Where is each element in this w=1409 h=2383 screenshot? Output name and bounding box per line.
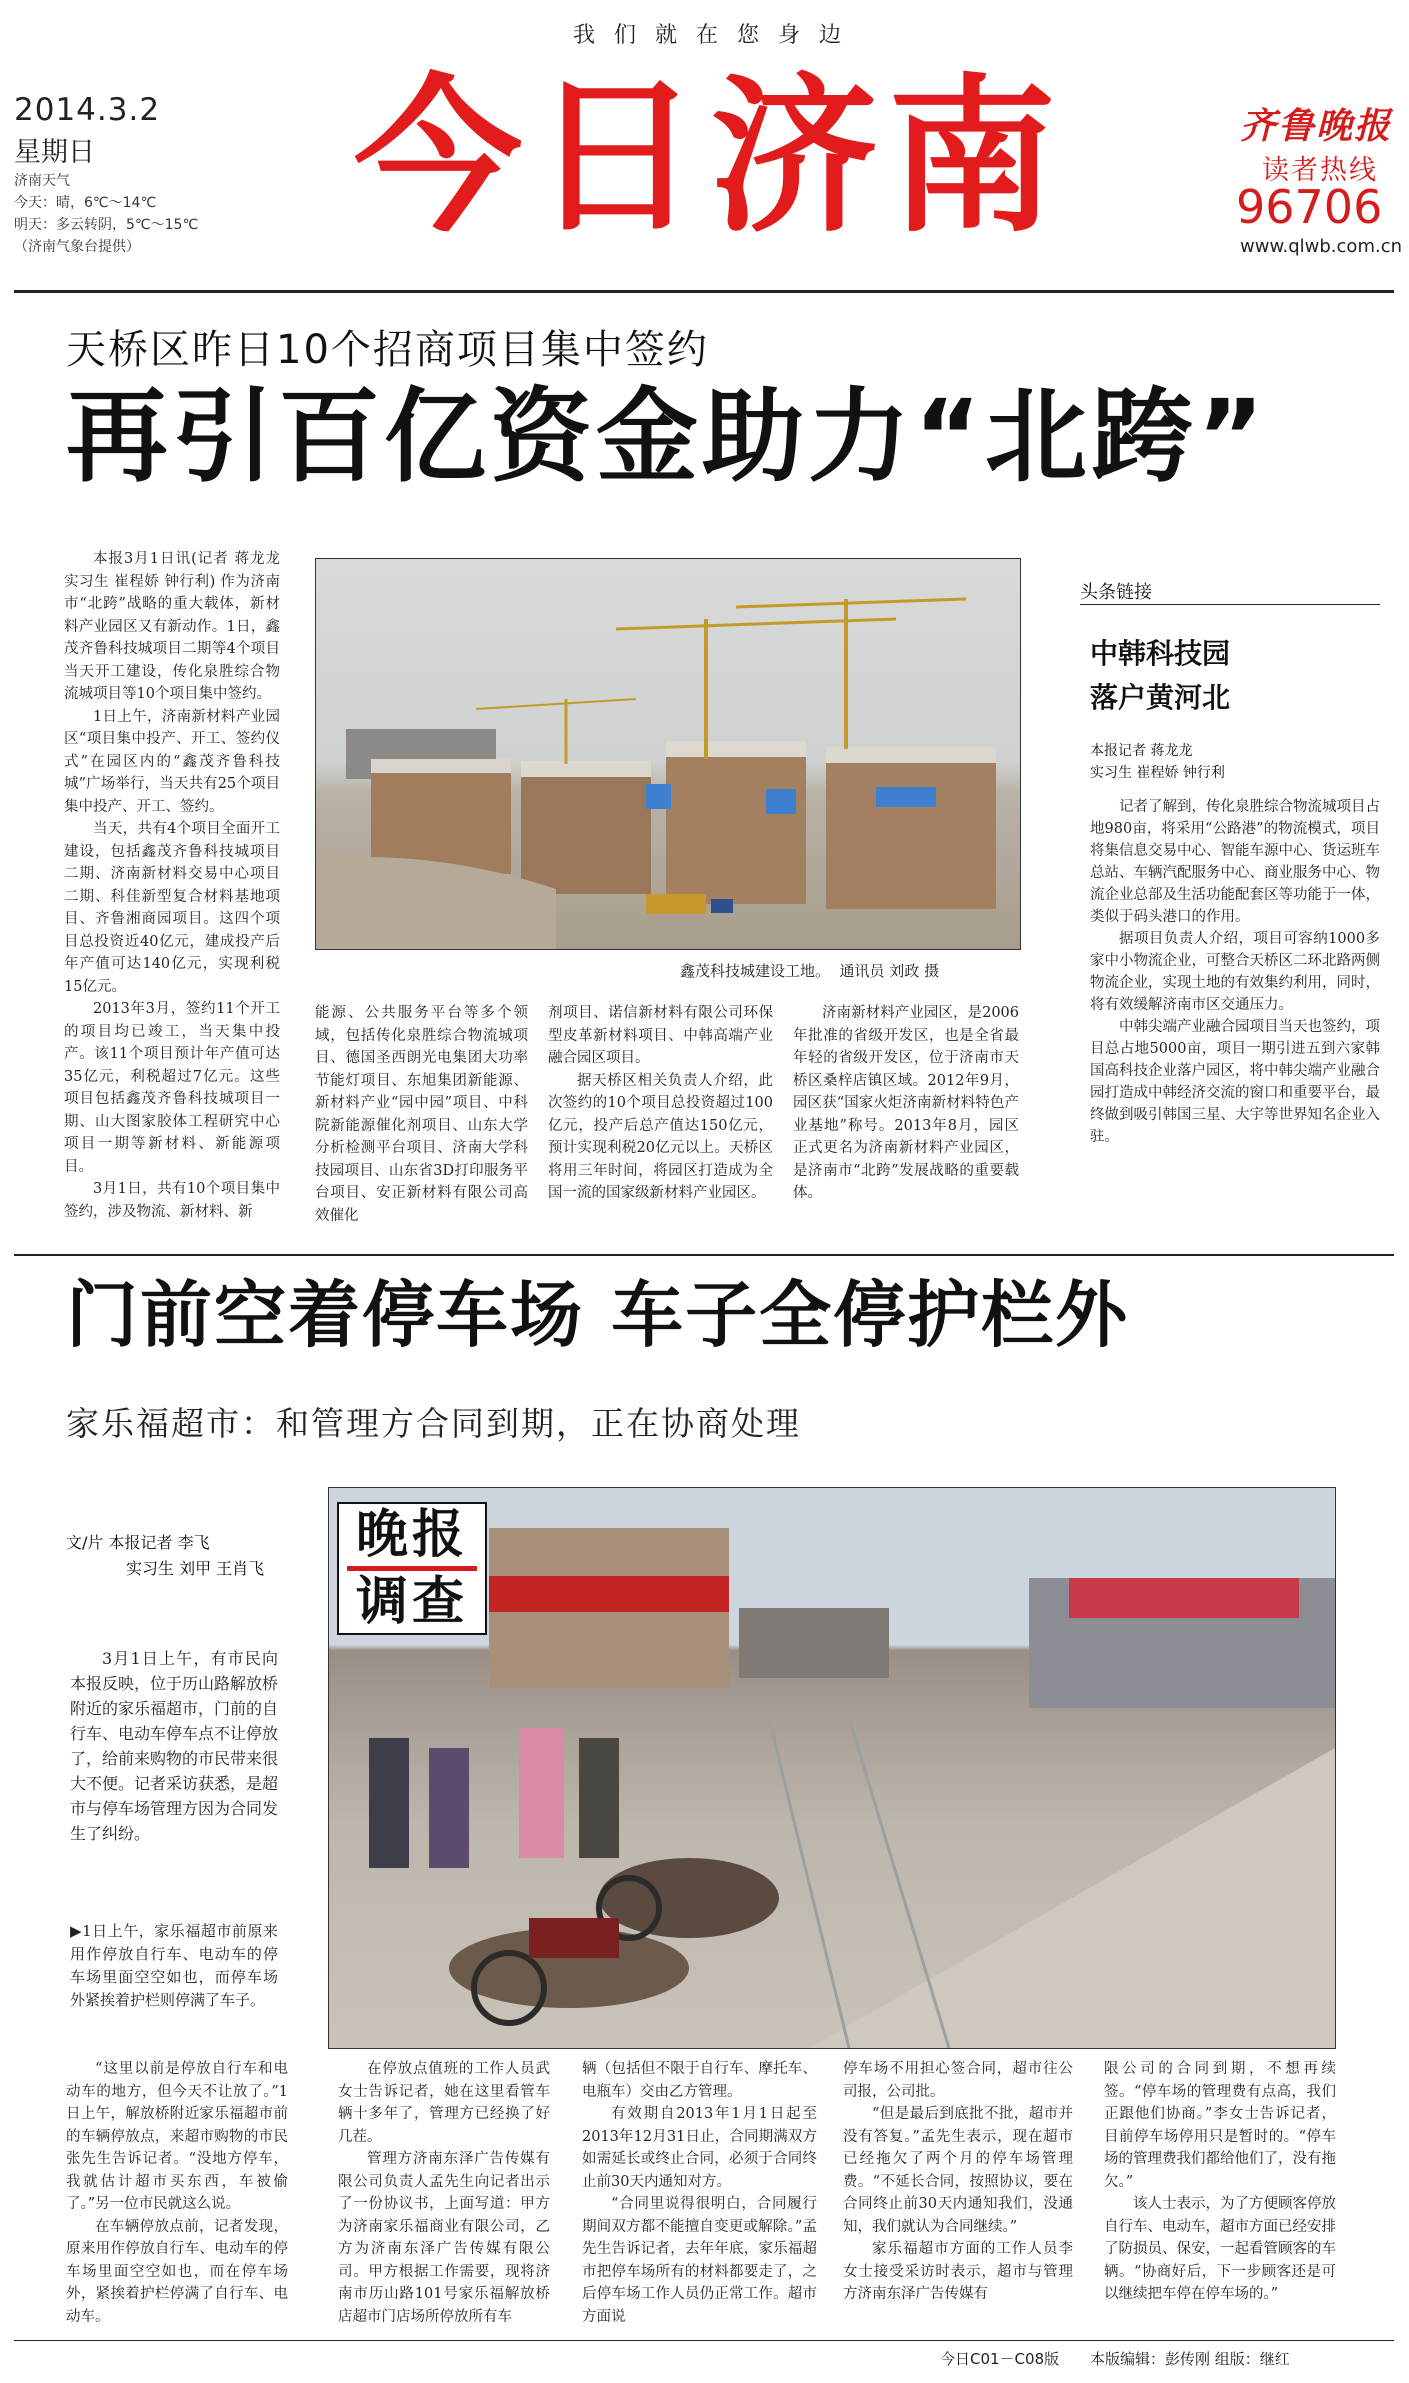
hotline-label: 读者热线 xyxy=(1262,155,1378,186)
story2-column-2: 在停放点值班的工作人员武女士告诉记者，她在这里看管车辆十多年了，管理方已经换了好几茬。 管理方济南东泽广告传媒有限公司负责人孟先生向记者出示了一份协议书，上面写道：甲方为济南家乐福商业有限公司，乙方为济南东泽广告传媒有限公司。甲方根据工作需要，现将济南市历山路101号家乐福解放桥店超市门店场所停放所有车 xyxy=(338,2061,550,2325)
sidebar-headline-1: 中韩科技园 xyxy=(1090,637,1231,670)
badge-line-1: 晚报 xyxy=(355,1505,468,1565)
weather-source: （济南气象台提供） xyxy=(14,239,140,255)
website: www.qlwb.com.cn xyxy=(1240,236,1402,257)
story2-headline: 门前空着停车场 车子全停护栏外 xyxy=(66,1273,1130,1357)
story2-lead: 3月1日上午，有市民向本报反映，位于历山路解放桥附近的家乐福超市，门前的自行车、电动车停车点不让停放了，给前来购物的市民带来很大不便。记者采访获悉，是超市与停车场管理方因为合同发生了纠纷。 xyxy=(70,1649,279,1843)
story2-photo-caption: ▶1日上午，家乐福超市前原来用作停放自行车、电动车的停车场里面空空如也，而停车场外紧挨着护栏则停满了车子。 xyxy=(70,1922,278,2009)
story2-byline-1: 文/片 本报记者 李飞 xyxy=(66,1533,210,1552)
story1-column-4: 济南新材料产业园区，是2006年批准的省级开发区，也是全省最年轻的省级开发区，位于济南市天桥区桑梓店镇区域。2012年9月，园区获“国家火炬济南新材料特色产业基地”称号。2013年8月，园区正式更名为济南新材料产业园区，是济南市“北跨”发展战略的重要载体。 xyxy=(793,1005,1019,1201)
story2-column-4: 停车场不用担心签合同，超市往公司报，公司批。 “但是最后到底批不批，超市并没有答复。”孟先生表示，现在超市已经拖欠了两个月的停车场管理费。“不延长合同，按照协议，要在合同终止前30天内通知我们，没通知，我们就认为合同继续。” 家乐福超市方面的工作人员李女士接受采访时表示，超市与管理方济南东泽广告传媒有 xyxy=(843,2061,1073,2302)
footer-rule xyxy=(14,2340,1394,2341)
construction-site-photo xyxy=(315,558,1021,950)
badge-line-2: 调查 xyxy=(355,1572,468,1632)
hotline-number: 96706 xyxy=(1236,180,1383,234)
story1-photo-caption: 鑫茂科技城建设工地。 通讯员 刘政 摄 xyxy=(680,962,940,980)
story1-column-1: 本报3月1日讯(记者 蒋龙龙 实习生 崔程娇 钟行利) 作为济南市“北跨”战略的重大载体，新材料产业园区又有新动作。1日，鑫茂齐鲁科技城项目二期等4个项目当天开工建设，传化泉胜综合物流城项目等10个项目集中签约。 1日上午，济南新材料产业园区“项目集中投产、开工、签约仪式”在园区内的“鑫茂齐鲁科技城”广场举行，当天共有25个项目集中投产、开工、签约。 当天，共有4个项目全面开工建设，包括鑫茂齐鲁科技城项目二期、济南新材料交易中心项目二期、科佳新型复合材料基地项目、齐鲁湘商园项目。这四个项目总投资近40亿元，建成投产后年产值可达140亿元，实现利税15亿元。 2013年3月，签约11个开工的项目均已竣工，当天集中投产。该11个项目预计年产值可达35亿元，利税超过7亿元。这些项目包括鑫茂齐鲁科技城项目一期、山大图家胶体工程研究中心项目一期等新材料、新能源项目。 3月1日，共有10个项目集中签约，涉及物流、新材料、新 xyxy=(64,548,280,1223)
footer-section: 今日C01－C08版 xyxy=(940,2350,1060,2368)
investigation-badge xyxy=(337,1502,487,1635)
story2-column-3: 辆（包括但不限于自行车、摩托车、电瓶车）交由乙方管理。 有效期自2013年1月1日起至2013年12月31日止，合同期满双方如需延长或终止合同，必须于合同终止前30天内通知对方。 “合同里说得很明白，合同履行期间双方都不能擅自变更或解除。”孟先生告诉记者，去年年底，家乐福超市把停车场所有的材料都要走了，之后停车场工作人员仍正常工作。超市方面说 xyxy=(582,2061,817,2325)
section-rule xyxy=(14,1254,1394,1256)
story1-byline: 本报3月1日讯(记者 蒋龙龙 实习生 崔程娇 钟行利) 作为济南市“北跨”战略的重大载体，新材料产业园区又有新动作。1日，鑫茂齐鲁科技城项目二期等4个项目当天开工建设，传化泉胜综合物流城项目等10个项目集中签约。 xyxy=(64,551,280,702)
story2-column-1: “这里以前是停放自行车和电动车的地方，但今天不让放了。”1日上午，解放桥附近家乐福超市前的车辆停放点，来超市购物的市民张先生告诉记者。“没地方停车，我就估计超市买东西，车被偷了。”另一位市民就这么说。 在车辆停放点前，记者发现，原来用作停放自行车、电动车的停车场里面空空如也，而在停车场外，紧挨着护栏停满了自行车、电动车。 xyxy=(66,2061,288,2325)
weather-tomorrow: 明天：多云转阴，5℃～15℃ xyxy=(14,217,199,233)
masthead-weekday: 星期日 xyxy=(14,137,95,168)
story2-subhead: 家乐福超市：和管理方合同到期，正在协商处理 xyxy=(66,1404,801,1443)
masthead-title: 今日济南 xyxy=(354,59,1066,255)
story2-byline-2: 实习生 刘甲 王肖飞 xyxy=(126,1559,265,1578)
sidebar-tag-rule xyxy=(1080,604,1380,605)
story2-column-5: 限公司的合同到期，不想再续签。“停车场的管理费有点高，我们正跟他们协商。”李女士告诉记者，目前停车场停用只是暂时的。“停车场的管理费我们都给他们了，没有拖欠。” 该人士表示，为了方便顾客停放自行车、电动车，超市方面已经安排了防损员、保安，一起看管顾客的车辆。“协商好后，下一步顾客还是可以继续把车停在停车场的。” xyxy=(1104,2061,1336,2302)
sidebar-byline-2: 实习生 崔程娇 钟行利 xyxy=(1090,765,1225,781)
footer-editor: 本版编辑：彭传刚 组版：继红 xyxy=(1090,2350,1290,2368)
weather-today: 今天：晴，6℃～14℃ xyxy=(14,195,157,211)
weather-title: 济南天气 xyxy=(14,173,70,189)
story1-headline: 再引百亿资金助力“北跨” xyxy=(66,378,1269,497)
story1-column-2: 能源、公共服务平台等多个领域，包括传化泉胜综合物流城项目、德国圣西朗光电集团大功率节能灯项目、东旭集团新能源、新材料产业“园中园”项目、中科院新能源催化剂项目、山东大学分析检测平台项目、济南大学科技园项目、山东省3D打印服务平台项目、安正新材料有限公司高效催化 xyxy=(315,1005,528,1224)
brand-logo: 齐鲁晚报 xyxy=(1240,105,1393,147)
story1-column-3: 剂项目、诺信新材料有限公司环保型皮革新材料项目、中韩高端产业融合园区项目。 据天桥区相关负责人介绍，此次签约的10个项目总投资超过100亿元，投产后总产值达150亿元，预计实现利税20亿元以上。天桥区将用三年时间，将园区打造成为全国一流的国家级新材料产业园区。 xyxy=(548,1005,773,1201)
masthead-slogan: 我 们 就 在 您 身 边 xyxy=(573,23,847,48)
parking-lot-photo xyxy=(328,1487,1336,2049)
sidebar-byline-1: 本报记者 蒋龙龙 xyxy=(1090,743,1193,759)
story1-kicker: 天桥区昨日10个招商项目集中签约 xyxy=(66,327,709,373)
sidebar-headline-2: 落户黄河北 xyxy=(1090,681,1231,714)
sidebar-body: 记者了解到，传化泉胜综合物流城项目占地980亩，将采用“公路港”的物流模式，项目将集信息交易中心、智能车源中心、货运班车总站、车辆汽配服务中心、商业服务中心、物流企业总部及生活功能配套区等功能于一体，类似于码头港口的作用。 据项目负责人介绍，项目可容纳1000多家中小物流企业，可整合天桥区二环北路两侧物流企业，实现土地的有效集约利用，同时，将有效缓解济南市区交通压力。 中韩尖端产业融合园项目当天也签约，项目总占地5000亩，项目一期引进五到六家韩国高科技企业落户园区，将中韩尖端产业融合园打造成中韩经济交流的窗口和重要平台，最终做到吸引韩国三星、大宇等世界知名企业入驻。 xyxy=(1090,799,1380,1145)
masthead-rule xyxy=(14,290,1394,293)
masthead-date: 2014.3.2 xyxy=(14,92,161,128)
sidebar-tag: 头条链接 xyxy=(1080,582,1152,603)
